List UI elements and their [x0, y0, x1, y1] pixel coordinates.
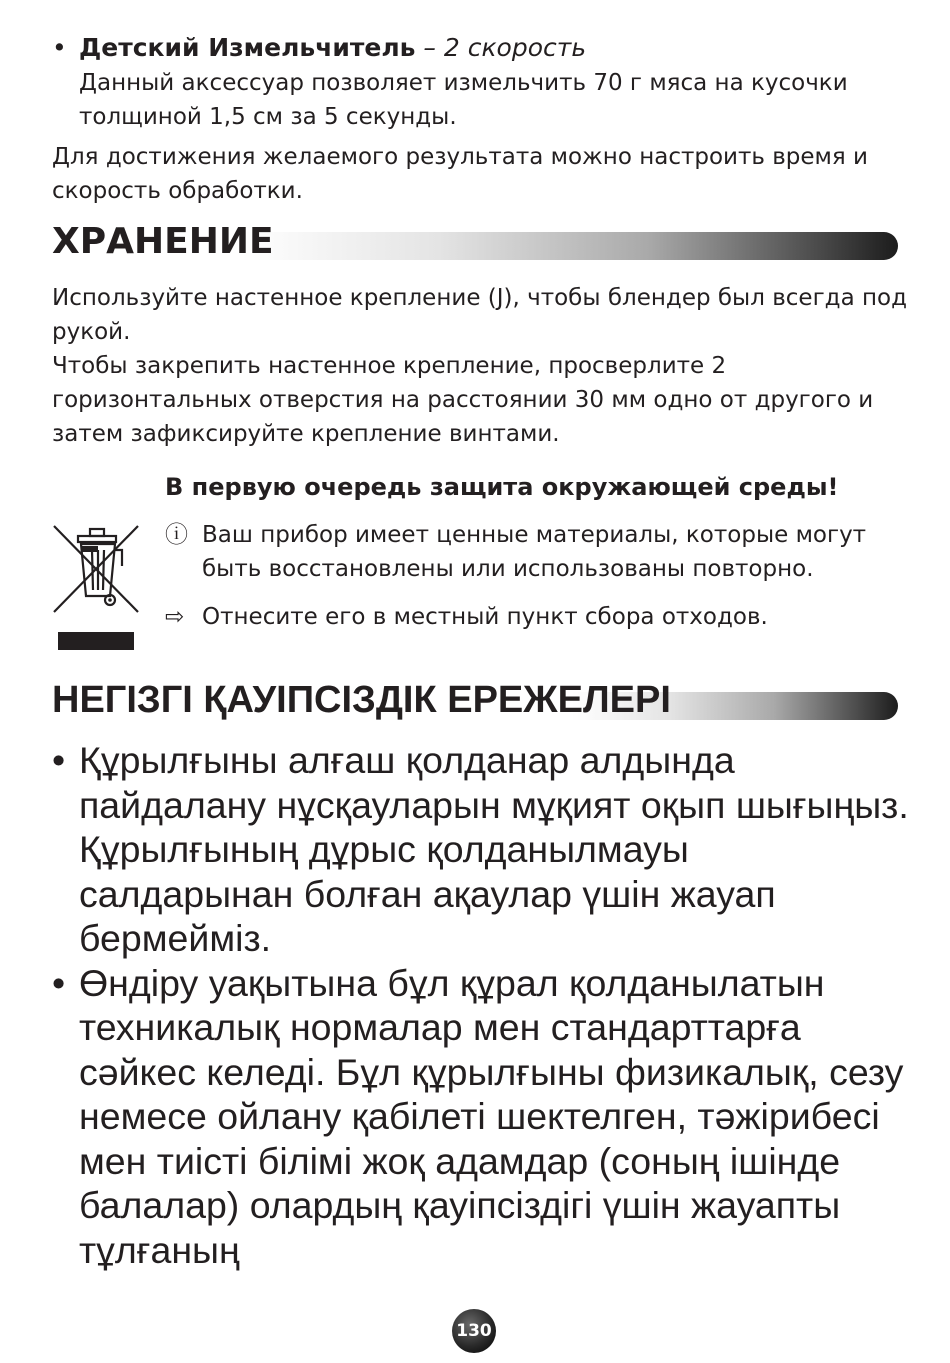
environment-info-line [165, 518, 905, 586]
accessory-title: Детский Измельчитель [79, 33, 416, 62]
safety-bullet-1-text: Құрылғыны алғаш қолданар алдында пайдалану нұсқауларын мұқият оқып шығыңыз. Құрылғының дұрыс қолданылмауы салдарынан болған ақаулар үшін жауап бермейміз. [79, 739, 909, 959]
arrow-right-icon: ⇨ [165, 604, 185, 630]
crossed-bin-icon [52, 520, 140, 652]
accessory-bullet [52, 30, 912, 134]
storage-heading: ХРАНЕНИЕ [52, 221, 274, 262]
environment-info-text: Ваш прибор имеет ценные материалы, которые могут быть восстановлены или использованы повторно. [202, 522, 867, 582]
accessory-description: Данный аксессуар позволяет измельчить 70 г мяса на кусочки толщиной 1,5 см за 5 секунды. [79, 70, 848, 130]
safety-bullet-1 [52, 738, 912, 961]
safety-bullets [52, 738, 912, 1272]
storage-gradient-bar [242, 232, 898, 260]
bullet-dot: • [52, 961, 66, 1004]
storage-section-header [52, 222, 898, 262]
accessory-note: Для достижения желаемого результата можно настроить время и скорость обработки. [52, 144, 869, 204]
environment-arrow-text: Отнесите его в местный пункт сбора отходов. [202, 604, 768, 630]
storage-paragraph-1: Используйте настенное крепление (J), чтобы блендер был всегда под рукой. [52, 285, 907, 345]
safety-section-header [52, 680, 898, 720]
bullet-dot: • [52, 33, 67, 62]
environment-arrow-line [165, 600, 905, 634]
environment-title: В первую очередь защита окружающей среды! [165, 473, 839, 501]
accessory-speed: – 2 скорость [423, 33, 587, 62]
safety-bullet-2-text: Өндіру уақытына бұл құрал қолданылатын техникалық нормалар мен стандарттарға сәйкес келеді. Бұл құрылғыны физикалық, сезу немесе ойлану қабілеті шектелген, тәжірибесі мен тиісті білімі жоқ адамдар (соның ішінде балалар) олардың қауіпсіздігі үшін жауапты тұлғаның [79, 961, 904, 1271]
accessory-heading [52, 30, 912, 66]
page-number-badge: 130 [452, 1309, 496, 1353]
safety-bullet-2 [52, 961, 912, 1273]
safety-heading: НЕГІЗГІ ҚАУІПСІЗДІК ЕРЕЖЕЛЕРІ [52, 679, 671, 721]
storage-text [52, 281, 912, 451]
bullet-dot: • [52, 739, 66, 781]
storage-paragraph-2: Чтобы закрепить настенное крепление, просверлите 2 горизонтальных отверстия на расстоянии 30 мм одно от другого и затем зафиксируйте крепление винтами. [52, 353, 874, 447]
info-icon: ⓘ [165, 522, 188, 548]
